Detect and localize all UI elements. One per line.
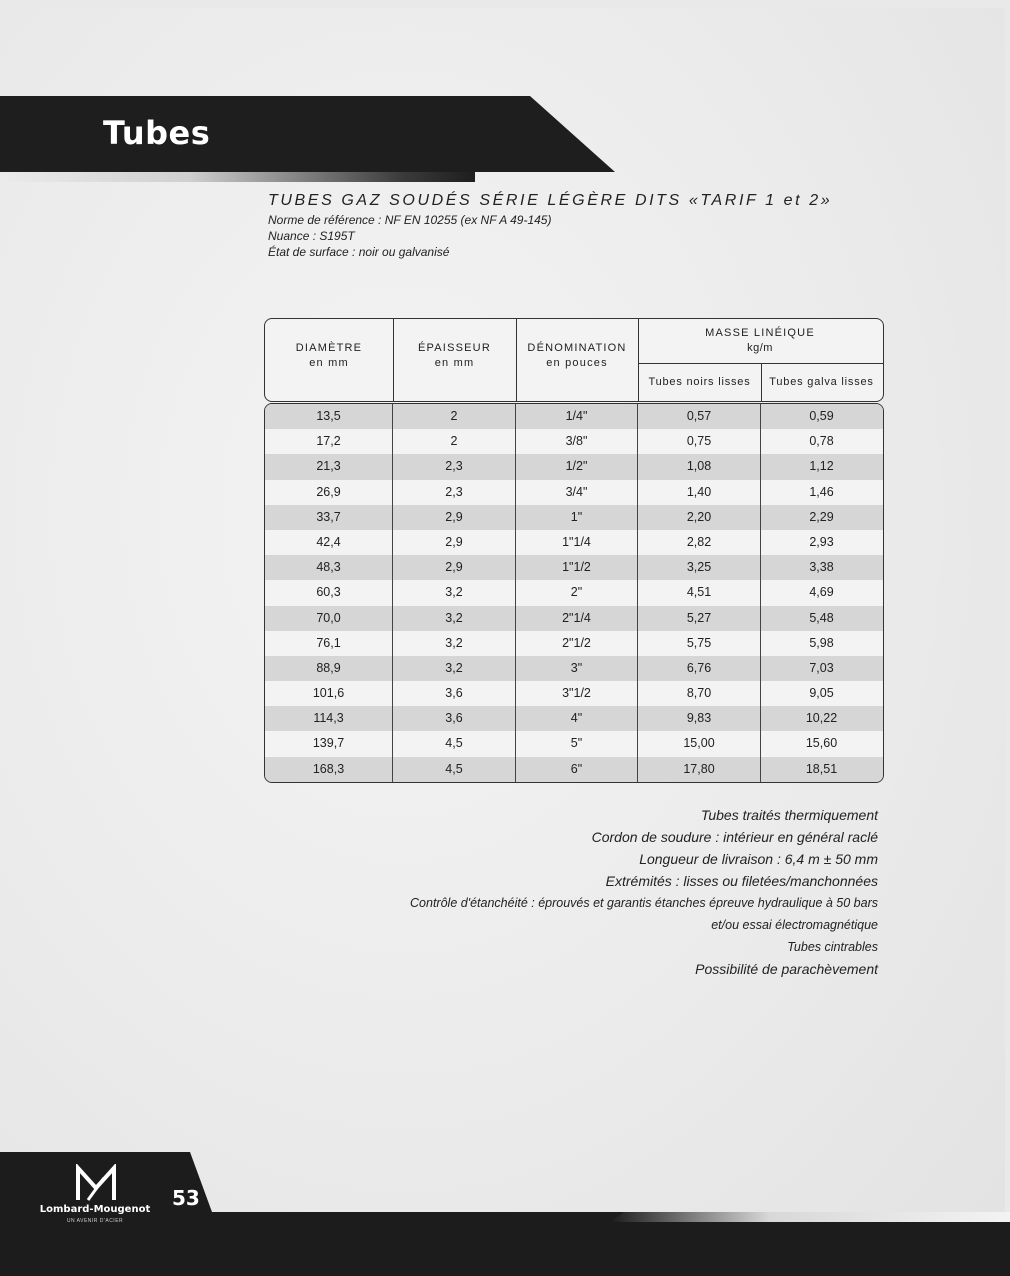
cell-masse-noirs: 1,40	[638, 480, 761, 505]
cell-masse-noirs: 3,25	[638, 555, 761, 580]
cell-epaisseur: 2	[393, 429, 516, 454]
note-essai: et/ou essai électromagnétique	[711, 918, 878, 932]
cell-diametre: 17,2	[265, 429, 393, 454]
cell-masse-noirs: 8,70	[638, 681, 761, 706]
table-row	[265, 530, 883, 555]
cell-denomination: 2"1/2	[516, 631, 638, 656]
section-title: TUBES GAZ SOUDÉS SÉRIE LÉGÈRE DITS «TARIF 1 et 2»	[268, 192, 833, 209]
table-row	[265, 631, 883, 656]
note-extremites: Extrémités : lisses ou filetées/manchonnées	[605, 873, 878, 889]
cell-epaisseur: 2,9	[393, 505, 516, 530]
cell-epaisseur: 2,9	[393, 530, 516, 555]
notes-block	[410, 804, 878, 980]
cell-masse-galva: 9,05	[809, 686, 834, 701]
cell-masse-galva: 15,60	[805, 736, 838, 751]
cell-masse-noirs: 1,08	[638, 454, 761, 479]
cell-masse-noirs: 9,83	[638, 706, 761, 731]
table-body	[264, 403, 884, 783]
cell-masse-galva: 4,69	[809, 585, 834, 600]
cell-epaisseur: 3,2	[393, 656, 516, 681]
cell-masse-noirs: 2,82	[638, 530, 761, 555]
cell-denomination: 2"	[516, 580, 638, 605]
cell-diametre: 70,0	[265, 606, 393, 631]
cell-masse-noirs: 17,80	[638, 757, 761, 782]
cell-masse-galva: 18,51	[805, 761, 838, 776]
footer-gradient-strip	[610, 1212, 1010, 1222]
intro-surface: État de surface : noir ou galvanisé	[268, 245, 450, 259]
table-row	[265, 681, 883, 706]
table-row	[265, 656, 883, 681]
cell-masse-galva: 2,29	[809, 509, 834, 524]
cell-denomination: 3"1/2	[516, 681, 638, 706]
logo-tagline: UN AVENIR D'ACIER	[66, 1218, 124, 1224]
cell-epaisseur: 3,2	[393, 606, 516, 631]
cell-diametre: 21,3	[265, 454, 393, 479]
cell-denomination: 4"	[516, 706, 638, 731]
cell-epaisseur: 2,3	[393, 480, 516, 505]
intro-block	[268, 192, 888, 260]
cell-masse-galva: 5,98	[809, 635, 834, 650]
lombard-mougenot-logo-icon	[74, 1164, 118, 1204]
header-masse: MASSE LINÉIQUE kg/m	[705, 327, 815, 354]
table-row	[265, 429, 883, 454]
header-epaisseur: ÉPAISSEUR en mm	[418, 342, 491, 369]
cell-masse-galva: 3,38	[809, 560, 834, 575]
cell-masse-galva: 1,46	[809, 484, 834, 499]
table-header	[264, 318, 884, 402]
cell-epaisseur: 2,9	[393, 555, 516, 580]
cell-masse-galva: 2,93	[809, 534, 834, 549]
cell-denomination: 1"	[516, 505, 638, 530]
cell-epaisseur: 2	[393, 404, 516, 429]
cell-masse-galva: 5,48	[809, 610, 834, 625]
table-row	[265, 731, 883, 756]
table-row	[265, 454, 883, 479]
cell-diametre: 139,7	[265, 731, 393, 756]
intro-norme: Norme de référence : NF EN 10255 (ex NF A 49-145)	[268, 213, 552, 227]
cell-masse-noirs: 5,75	[638, 631, 761, 656]
cell-denomination: 5"	[516, 731, 638, 756]
table-row	[265, 580, 883, 605]
cell-denomination: 3/8"	[516, 429, 638, 454]
cell-epaisseur: 2,3	[393, 454, 516, 479]
cell-diametre: 101,6	[265, 681, 393, 706]
cell-masse-noirs: 5,27	[638, 606, 761, 631]
cell-diametre: 48,3	[265, 555, 393, 580]
page-title: Tubes	[103, 114, 211, 152]
cell-diametre: 33,7	[265, 505, 393, 530]
cell-masse-galva: 10,22	[805, 711, 838, 726]
cell-epaisseur: 4,5	[393, 731, 516, 756]
cell-diametre: 60,3	[265, 580, 393, 605]
cell-epaisseur: 4,5	[393, 757, 516, 782]
cell-masse-noirs: 4,51	[638, 580, 761, 605]
table-row	[265, 404, 883, 429]
cell-denomination: 2"1/4	[516, 606, 638, 631]
note-traitement: Tubes traités thermiquement	[700, 807, 878, 823]
header-galva: Tubes galva lisses	[769, 376, 874, 388]
note-etancheite: Contrôle d'étanchéité : éprouvés et garantis étanches épreuve hydraulique à 50 bars	[410, 896, 878, 910]
cell-masse-noirs: 2,20	[638, 505, 761, 530]
cell-epaisseur: 3,2	[393, 631, 516, 656]
cell-diametre: 76,1	[265, 631, 393, 656]
page-number: 53	[172, 1186, 200, 1210]
table-row	[265, 706, 883, 731]
table-row	[265, 505, 883, 530]
cell-epaisseur: 3,6	[393, 681, 516, 706]
cell-denomination: 3/4"	[516, 480, 638, 505]
cell-diametre: 114,3	[265, 706, 393, 731]
table-row	[265, 606, 883, 631]
cell-diametre: 26,9	[265, 480, 393, 505]
header-denomination: DÉNOMINATION en pouces	[527, 342, 627, 369]
note-parachevement: Possibilité de parachèvement	[695, 961, 878, 977]
cell-denomination: 1/2"	[516, 454, 638, 479]
cell-diametre: 168,3	[265, 757, 393, 782]
cell-masse-galva: 1,12	[809, 459, 834, 474]
table-row	[265, 480, 883, 505]
header-gradient-strip	[0, 172, 475, 182]
cell-denomination: 1"1/4	[516, 530, 638, 555]
note-cintrables: Tubes cintrables	[787, 940, 878, 954]
cell-masse-galva: 0,59	[809, 409, 834, 423]
intro-nuance: Nuance : S195T	[268, 229, 355, 243]
cell-denomination: 6"	[516, 757, 638, 782]
cell-diametre: 13,5	[265, 404, 393, 429]
cell-denomination: 1/4"	[516, 404, 638, 429]
cell-diametre: 88,9	[265, 656, 393, 681]
header-noirs: Tubes noirs lisses	[648, 376, 751, 388]
cell-masse-noirs: 0,57	[638, 404, 761, 429]
note-longueur: Longueur de livraison : 6,4 m ± 50 mm	[639, 851, 878, 867]
table-row	[265, 555, 883, 580]
table-row	[265, 757, 883, 782]
header-diametre: DIAMÈTRE en mm	[295, 342, 363, 369]
cell-masse-galva: 7,03	[809, 660, 834, 675]
cell-epaisseur: 3,2	[393, 580, 516, 605]
cell-diametre: 42,4	[265, 530, 393, 555]
logo-name: Lombard-Mougenot	[39, 1204, 151, 1215]
cell-masse-noirs: 0,75	[638, 429, 761, 454]
cell-masse-galva: 0,78	[809, 434, 834, 449]
cell-masse-noirs: 15,00	[638, 731, 761, 756]
cell-denomination: 3"	[516, 656, 638, 681]
cell-masse-noirs: 6,76	[638, 656, 761, 681]
cell-epaisseur: 3,6	[393, 706, 516, 731]
header-banner	[0, 96, 615, 172]
cell-denomination: 1"1/2	[516, 555, 638, 580]
note-cordon: Cordon de soudure : intérieur en général raclé	[591, 829, 878, 845]
